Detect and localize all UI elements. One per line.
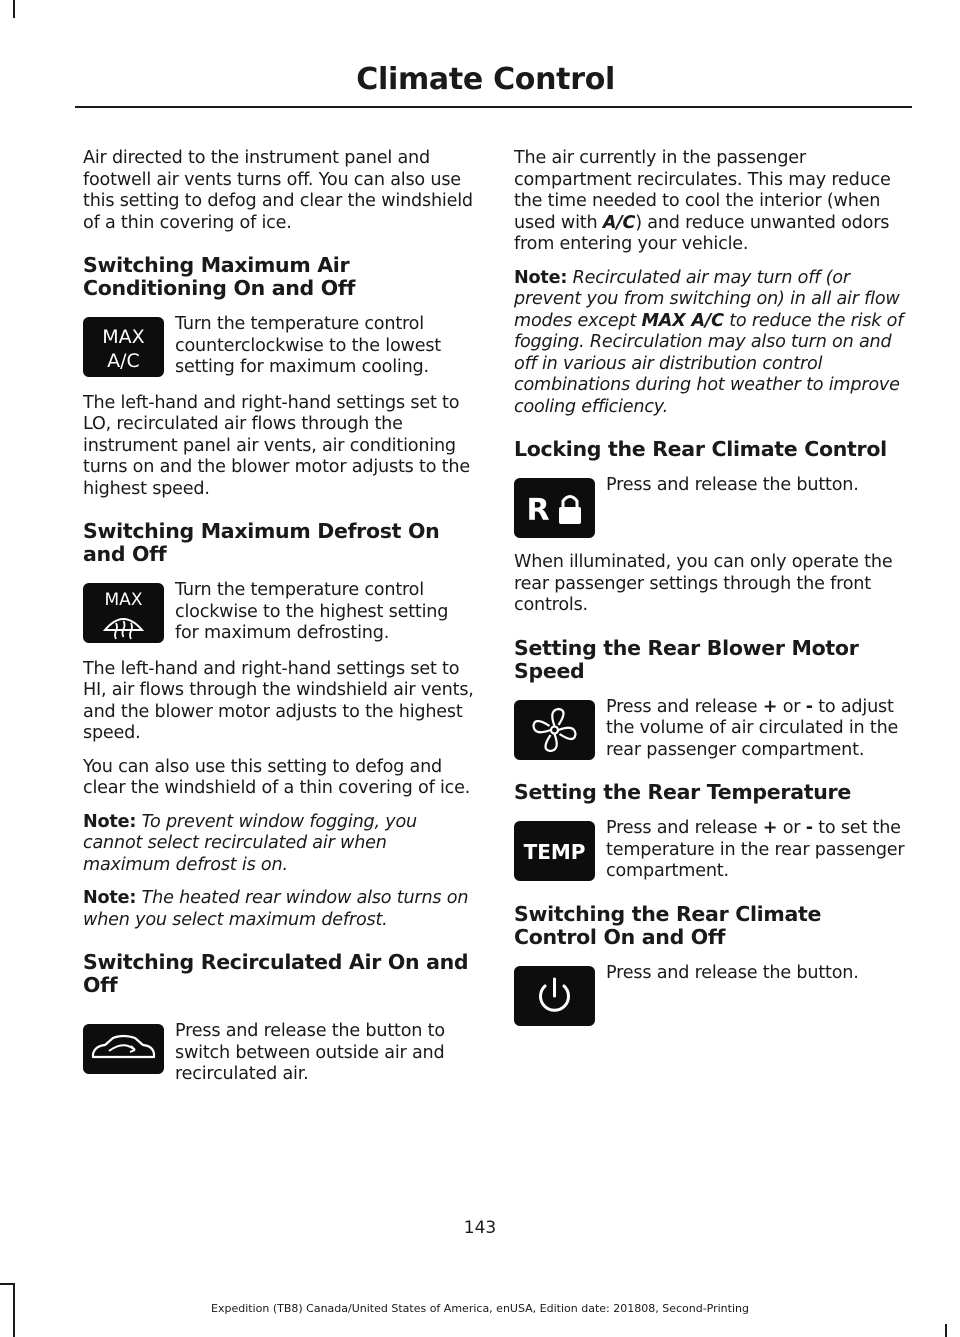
heading-max-defrost: Switching Maximum Defrost On and Off	[83, 519, 440, 566]
blower-paragraph	[514, 697, 906, 762]
max-defrost-row	[83, 580, 475, 645]
blower-plus: +	[762, 696, 778, 717]
edition-line: Expedition (TB8) Canada/United States of America, enUSA, Edition date: 201808, Second-Printing	[211, 1302, 749, 1315]
max-defrost-description: Turn the temperature control clockwise to the highest setting for maximum defrosting.	[175, 580, 449, 643]
heading-max-ac: Switching Maximum Air Conditioning On and Off	[83, 253, 356, 300]
temp-text-mid: or	[777, 818, 806, 838]
defrost-paragraph-1: The left-hand and right-hand settings set to HI, air flows through the windshield air vents, and the blower motor adjusts to the highest speed.	[83, 658, 474, 743]
fan-icon	[514, 700, 595, 760]
power-description: Press and release the button.	[606, 962, 859, 983]
crop-mark-top-left	[13, 0, 15, 18]
recirculation-note-max: MAX A/C	[641, 310, 724, 331]
note-1-text: To prevent window fogging, you cannot select recirculated air when maximum defrost is on.	[83, 811, 417, 875]
max-ac-description: Turn the temperature control counterclockwise to the lowest setting for maximum cooling.	[175, 314, 442, 377]
rear-lock-icon-letter: R	[526, 493, 550, 528]
temp-plus: +	[762, 818, 778, 838]
page-number: 143	[463, 1218, 497, 1238]
recirculation-note-pre: Recirculated air may turn off (or prevent you from switching on) in all air flow modes except	[514, 267, 900, 331]
blower-text-mid: or	[777, 696, 806, 717]
note-2-label: Note:	[83, 888, 137, 908]
heading-rear-temperature: Setting the Rear Temperature	[514, 780, 851, 804]
max-ac-icon-line1: MAX	[102, 326, 145, 348]
recirculation-text-post: ) and reduce unwanted odors from entering your vehicle.	[514, 212, 890, 254]
blower-text-post: to adjust the volume of air circulated in the rear passenger compartment.	[606, 696, 899, 760]
lock-row	[514, 475, 906, 538]
max-ac-icon	[83, 317, 164, 377]
note-2	[83, 888, 475, 931]
temp-icon-text: TEMP	[523, 840, 586, 864]
recirculation-text-pre: The air currently in the passenger compartment recirculates. This may reduce the time needed to cool the interior (when used with	[514, 148, 891, 233]
recirculation-paragraph	[514, 148, 906, 256]
blower-text-pre: Press and release	[606, 696, 763, 717]
temp-minus: -	[805, 818, 813, 838]
right-column	[514, 148, 906, 1040]
lock-description: Press and release the button.	[606, 475, 859, 495]
note-1-label: Note:	[83, 811, 137, 832]
crop-mark-bottom-right	[945, 1324, 947, 1337]
recirculation-icon	[83, 1024, 164, 1074]
recirculation-description: Press and release the button to switch between outside air and recirculated air.	[175, 1021, 445, 1084]
note-1	[83, 812, 475, 877]
left-column	[83, 148, 475, 1100]
recirculation-row	[83, 1021, 475, 1086]
temp-description	[606, 818, 906, 883]
crop-mark-bottom-left-h	[0, 1283, 15, 1285]
heading-rear-on-off: Switching the Rear Climate Control On and Off	[514, 901, 822, 949]
rear-lock-icon	[514, 478, 595, 538]
heading-recirculated-air: Switching Recirculated Air On and Off	[83, 950, 469, 997]
temp-icon	[514, 821, 595, 881]
temp-row	[514, 818, 906, 883]
power-row	[514, 963, 906, 1026]
header-rule	[75, 106, 912, 108]
recirculation-text-ac: A/C	[602, 212, 636, 233]
lock-paragraph: When illuminated, you can only operate the rear passenger settings through the front controls.	[514, 552, 893, 615]
temp-text-pre: Press and release	[606, 818, 763, 838]
max-ac-paragraph: The left-hand and right-hand settings set to LO, recirculated air flows through the instrument panel air vents, air conditioning turns on and the blower motor adjusts to the highest speed.	[83, 392, 470, 499]
max-defrost-icon	[83, 583, 164, 643]
blower-minus: -	[805, 696, 813, 717]
max-defrost-icon-text: MAX	[104, 590, 143, 610]
page-title: Climate Control	[356, 62, 615, 97]
recirculation-note	[514, 268, 906, 419]
recirculation-note-label: Note:	[514, 267, 568, 288]
recirculation-note-post: to reduce the risk of fogging. Recirculation may also turn on and off in various air distribution control combinations during hot weather to improve cooling efficiency.	[514, 310, 904, 417]
defrost-paragraph-2: You can also use this setting to defog and clear the windshield of a thin covering of ice.	[83, 756, 471, 798]
max-ac-icon-line2: A/C	[107, 350, 140, 372]
heading-lock-rear: Locking the Rear Climate Control	[514, 437, 887, 461]
power-icon	[514, 966, 595, 1026]
temp-text-post: to set the temperature in the rear passenger compartment.	[606, 818, 905, 881]
note-2-text: The heated rear window also turns on when you select maximum defrost.	[83, 888, 469, 930]
max-ac-row	[83, 314, 475, 379]
intro-paragraph: Air directed to the instrument panel and footwell air vents turns off. You can also use this setting to defog and clear the windshield of a thin covering of ice.	[83, 148, 473, 233]
heading-rear-blower: Setting the Rear Blower Motor Speed	[514, 635, 859, 683]
